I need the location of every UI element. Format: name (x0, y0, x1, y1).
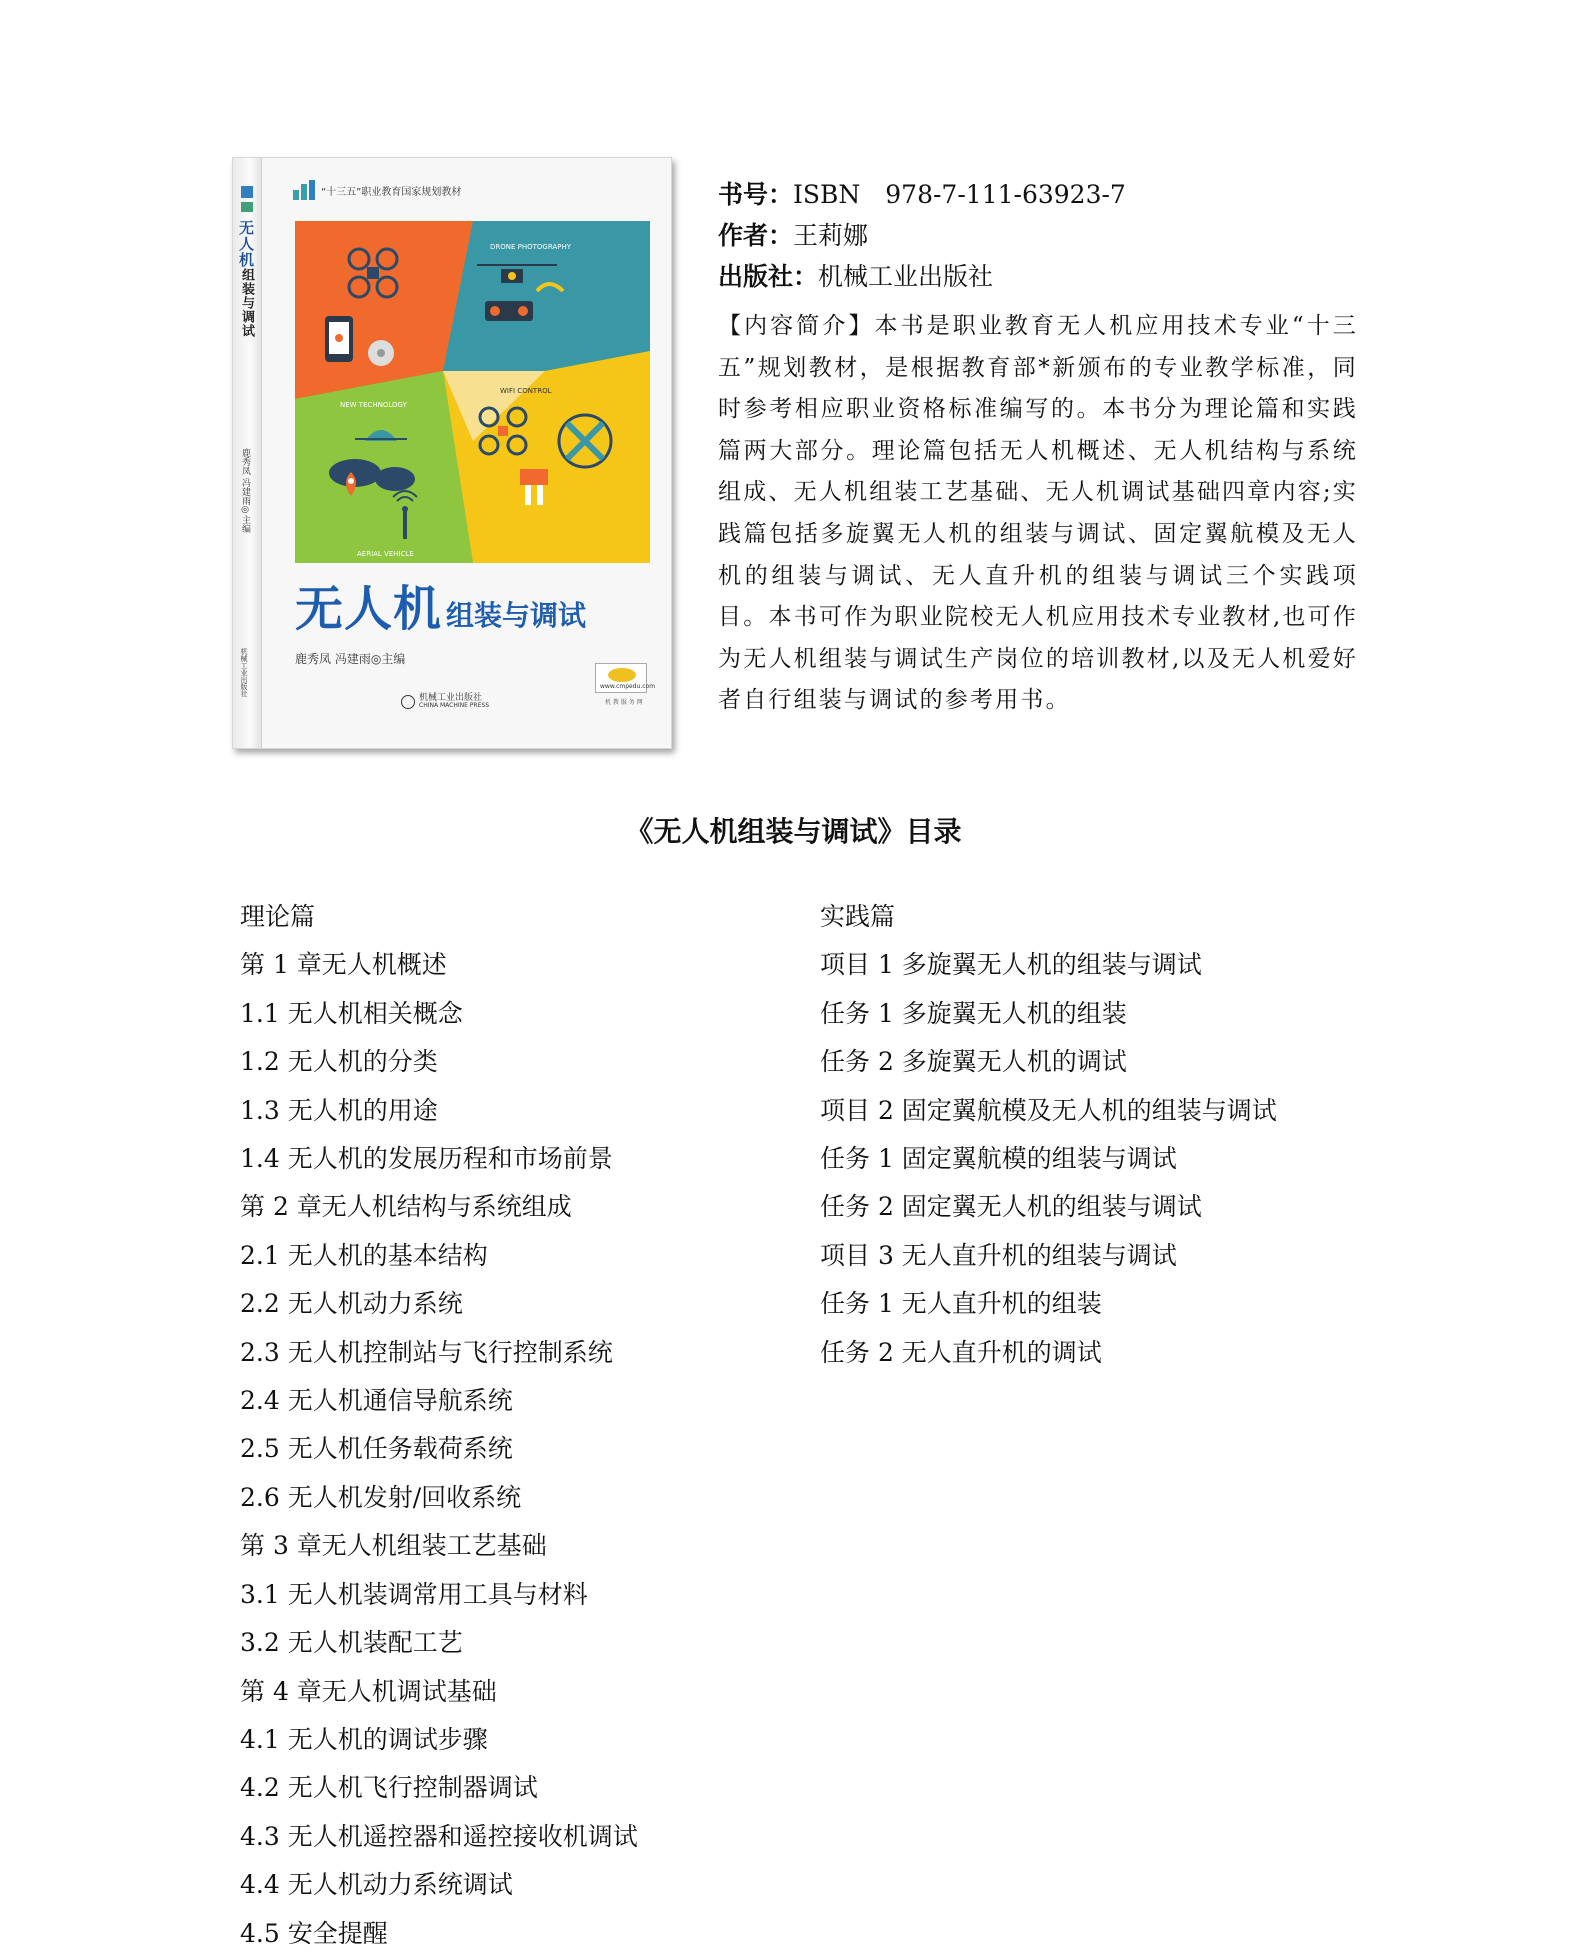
toc-item: 4.4 无人机动力系统调试 (240, 1870, 513, 1900)
toc-item: 第 1 章无人机概述 (240, 950, 447, 980)
spine-title: 无人机组装与调试 (237, 220, 255, 338)
toc-item: 4.2 无人机飞行控制器调试 (240, 1773, 538, 1803)
cover-title (295, 570, 586, 639)
spine-badge-icon (241, 202, 253, 212)
publisher-label: 出版社： (718, 262, 819, 291)
publisher-line (718, 262, 993, 292)
book-spine (233, 158, 262, 748)
publisher-cn: 机械工业出版社 (419, 693, 483, 703)
cmp-logo-icon (595, 663, 656, 693)
toc-left-column (240, 893, 638, 1958)
cover-publisher (401, 694, 489, 709)
panel-label: NEW TECHNOLOGY (340, 401, 407, 409)
toc-item: 1.3 无人机的用途 (240, 1095, 438, 1125)
panel-label: WIFI CONTROL (500, 387, 552, 395)
cover-artwork-svg (295, 221, 650, 563)
spine-publisher: 机械工业出版社 (240, 648, 248, 697)
toc-item: 项目 2 固定翼航模及无人机的组装与调试 (820, 1095, 1277, 1125)
toc-item: 2.1 无人机的基本结构 (240, 1240, 488, 1270)
toc-item: 3.1 无人机装调常用工具与材料 (240, 1579, 588, 1609)
cover-title-main: 无人机 (295, 581, 443, 637)
toc-item: 1.1 无人机相关概念 (240, 998, 463, 1028)
series-label (293, 180, 461, 200)
toc-item: 2.2 无人机动力系统 (240, 1289, 463, 1319)
toc-item: 任务 1 固定翼航模的组装与调试 (820, 1144, 1177, 1174)
phone-icon (325, 316, 353, 362)
toc-item: 任务 2 固定翼无人机的组装与调试 (820, 1192, 1202, 1222)
toc-item: 项目 1 多旋翼无人机的组装与调试 (820, 950, 1202, 980)
toc-title: 《无人机组装与调试》目录 (625, 815, 962, 848)
toc-item: 第 3 章无人机组装工艺基础 (240, 1531, 547, 1561)
toc-item: 第 4 章无人机调试基础 (240, 1676, 497, 1706)
disc-icon (368, 340, 394, 366)
toc-right-column (820, 893, 1277, 1377)
toc-item: 任务 1 多旋翼无人机的组装 (820, 998, 1127, 1028)
toc-item: 2.5 无人机任务载荷系统 (240, 1434, 513, 1464)
toc-item: 2.4 无人机通信导航系统 (240, 1386, 513, 1416)
author-line (718, 221, 868, 251)
toc-item: 实践篇 (820, 902, 896, 931)
toc-item: 理论篇 (240, 902, 316, 931)
author-label: 作者： (718, 221, 794, 250)
toc-item: 2.3 无人机控制站与飞行控制系统 (240, 1337, 613, 1367)
series-logo-icon (293, 180, 315, 200)
toc-item: 4.3 无人机遥控器和遥控接收机调试 (240, 1821, 638, 1851)
isbn-value: ISBN 978-7-111-63923-7 (793, 180, 1126, 209)
toc-item: 任务 2 无人直升机的调试 (820, 1337, 1102, 1367)
cmp-site: www.cmpedu.com (600, 683, 656, 690)
toc-item: 任务 1 无人直升机的组装 (820, 1289, 1102, 1319)
toc-item: 4.1 无人机的调试步骤 (240, 1724, 488, 1754)
publisher-value: 机械工业出版社 (818, 262, 994, 291)
toc-item: 项目 3 无人直升机的组装与调试 (820, 1240, 1177, 1270)
toc-item: 第 2 章无人机结构与系统组成 (240, 1192, 572, 1222)
toc-item: 1.4 无人机的发展历程和市场前景 (240, 1144, 613, 1174)
author-value: 王莉娜 (793, 221, 869, 250)
spine-badge-icon (241, 186, 253, 198)
panel-label: DRONE PHOTOGRAPHY (490, 243, 571, 251)
toc-item: 任务 2 多旋翼无人机的调试 (820, 1047, 1127, 1077)
toc-item: 3.2 无人机装配工艺 (240, 1628, 463, 1658)
book-cover (232, 157, 672, 749)
cover-title-sub: 组装与调试 (446, 599, 587, 632)
panel-label: AERIAL VEHICLE (357, 550, 414, 558)
cover-artwork (295, 221, 650, 563)
toc-item: 4.5 安全提醒 (240, 1918, 388, 1948)
spine-authors: 鹿秀凤 冯建雨◎主编 (240, 448, 250, 533)
publisher-logo-icon (401, 695, 415, 709)
panel-green (295, 371, 473, 563)
toc-item: 2.6 无人机发射/回收系统 (240, 1482, 522, 1512)
toc-item: 1.2 无人机的分类 (240, 1047, 438, 1077)
series-text: “十三五”职业教育国家规划教材 (321, 186, 462, 198)
isbn-line (718, 180, 1126, 210)
publisher-en: CHINA MACHINE PRESS (419, 702, 489, 709)
isbn-label: 书号： (718, 180, 794, 209)
cmp-under-text: 机 教 服 务 网 (605, 699, 643, 706)
content-intro: 【内容简介】本书是职业教育无人机应用技术专业“十三五”规划教材，是根据教育部*新颁布的专业教学标准，同时参考相应职业资格标准编写的。本书分为理论篇和实践篇两大部分。理论篇包括无人机概述、无人机结构与系统组成、无人机组装工艺基础、无人机调试基础四章内容;实践篇包括多旋翼无人机的组装与调试、固定翼航模及无人机的组装与调试、无人直升机的组装与调试三个实践项目。本书可作为职业院校无人机应用技术专业教材,也可作为无人机组装与调试生产岗位的培训教材,以及无人机爱好者自行组装与调试的参考用书。 (718, 313, 1358, 714)
controller-icon (485, 301, 533, 321)
cover-authors: 鹿秀凤 冯建雨◎主编 (295, 652, 406, 666)
